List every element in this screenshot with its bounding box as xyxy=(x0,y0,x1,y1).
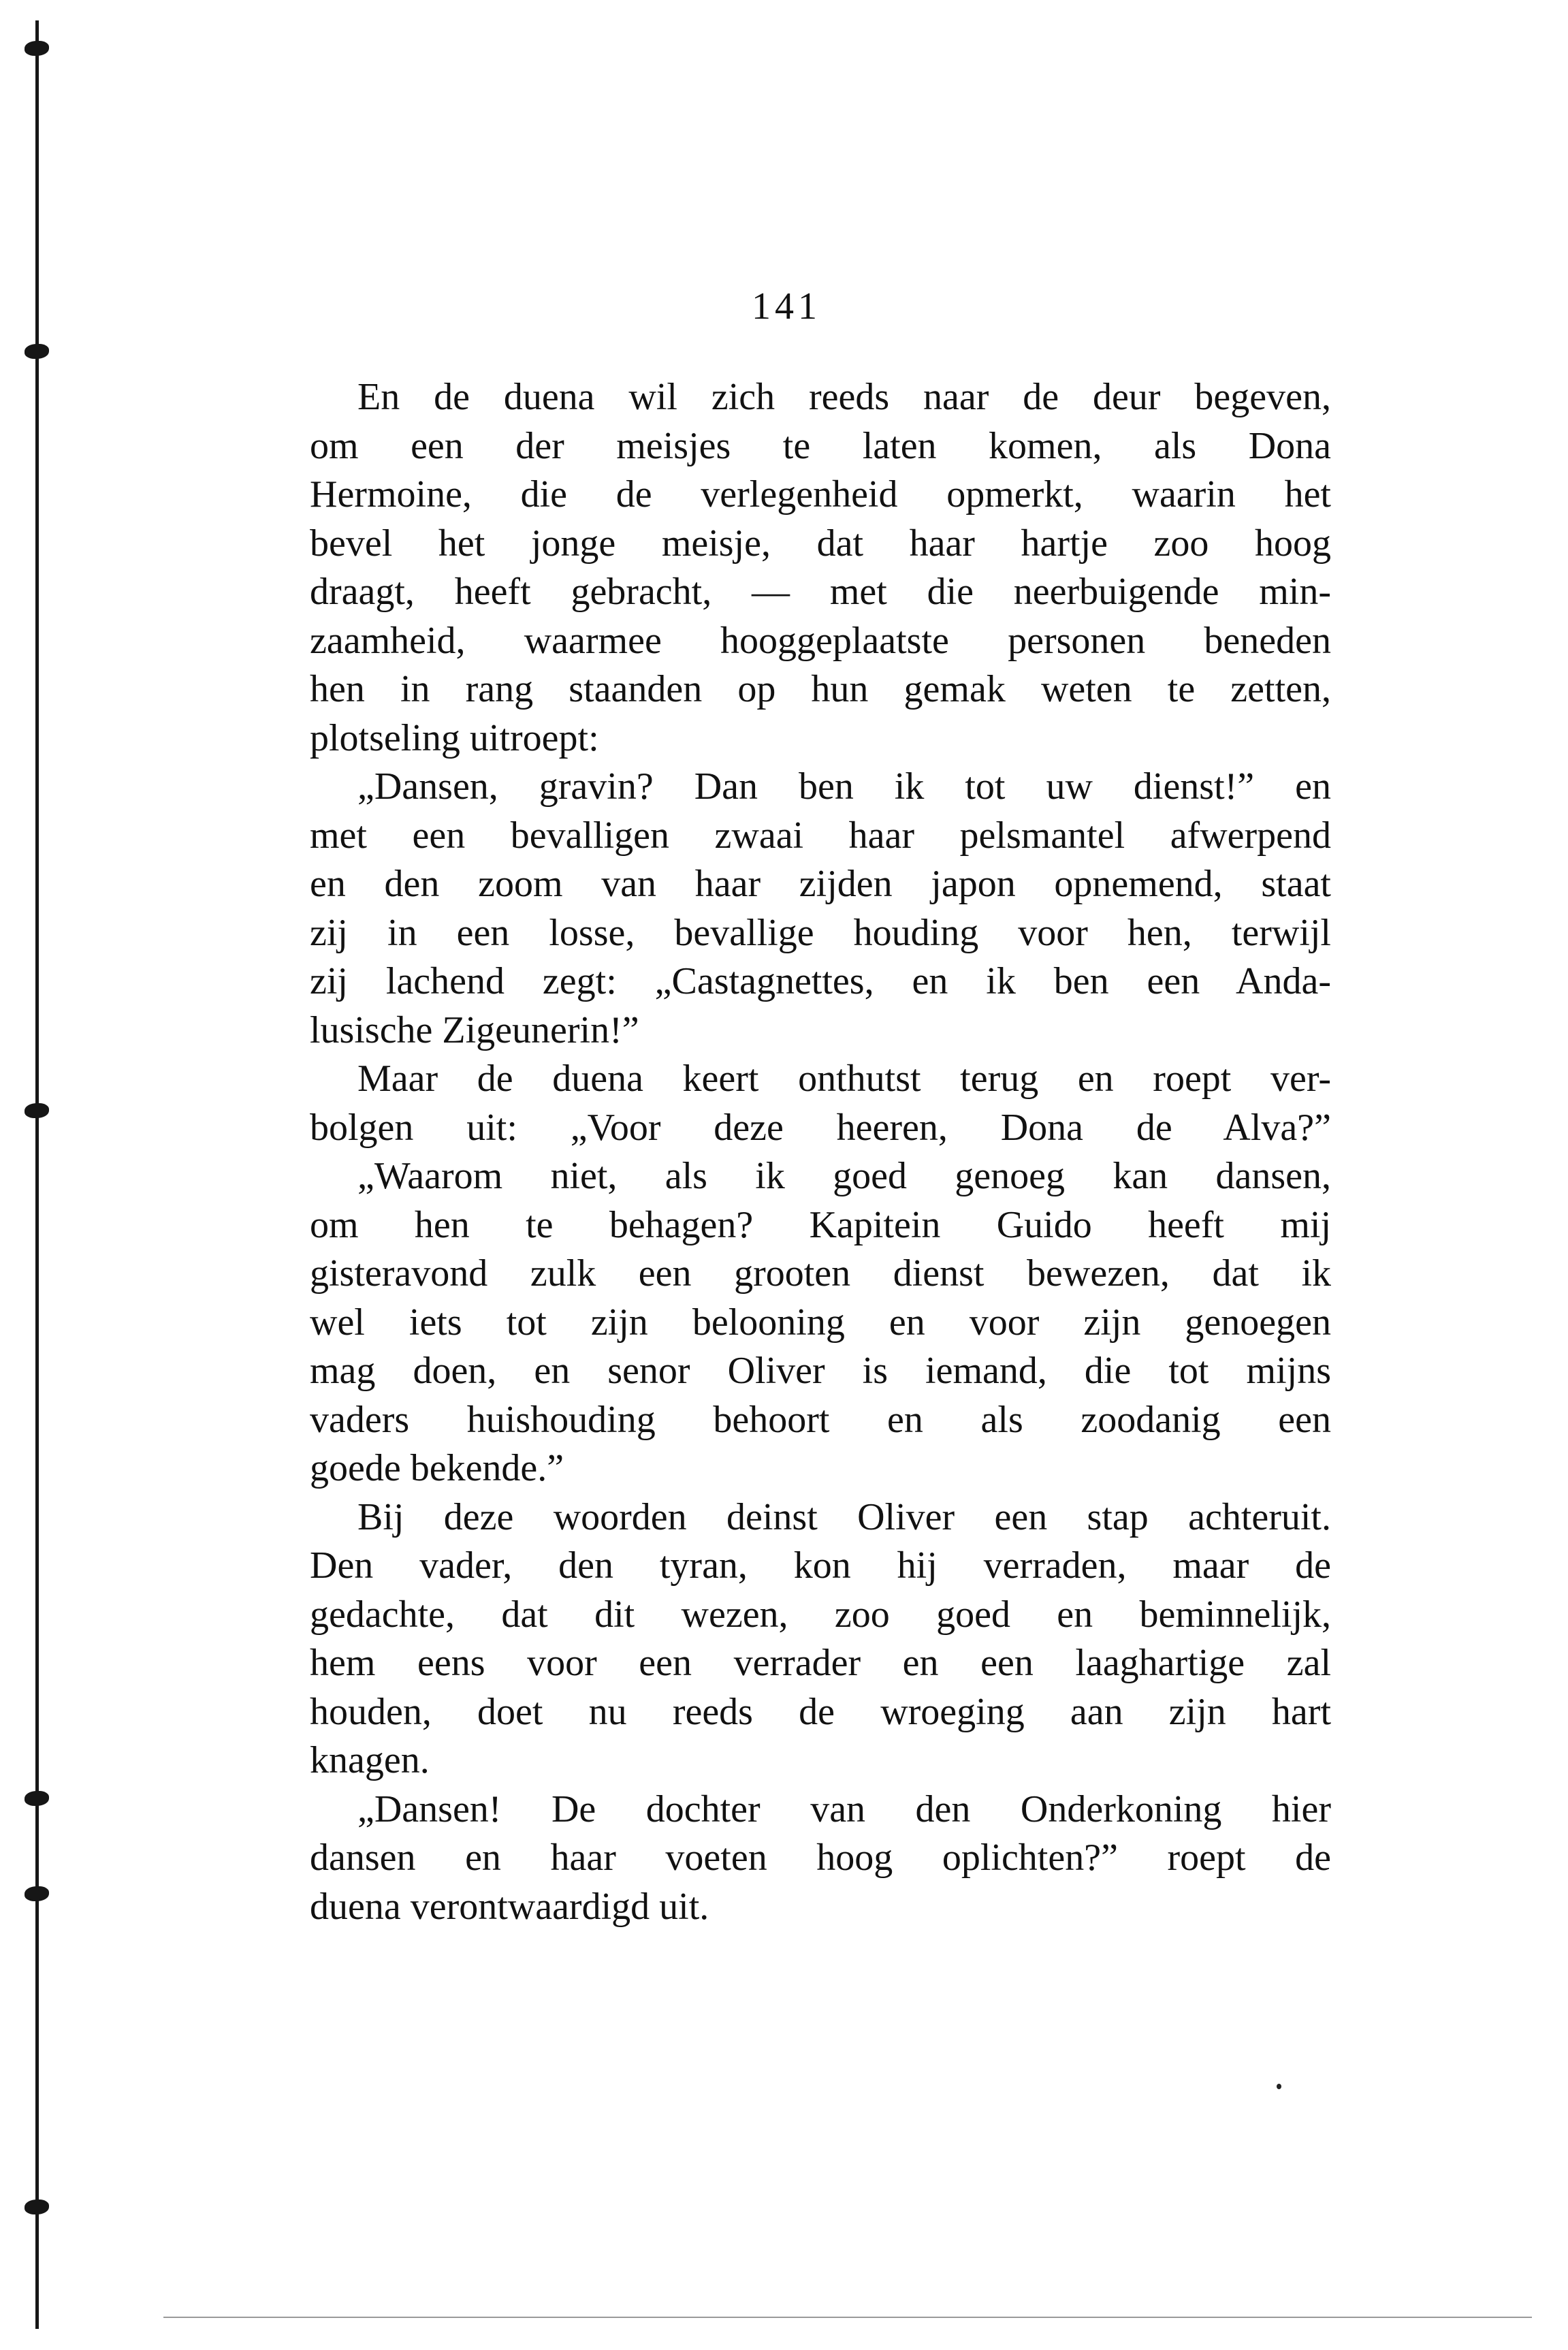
ink-speck xyxy=(1277,2084,1281,2089)
text-line: „Waarom niet, als ik goed genoeg kan dansen, xyxy=(357,1155,1331,1197)
text-line: dansen en haar voeten hoog oplichten?” roept de xyxy=(310,1837,1331,1879)
text-line: goede bekende.” xyxy=(310,1447,564,1489)
page-number: 141 xyxy=(752,285,821,328)
binding-notch xyxy=(25,1791,49,1806)
text-line: Hermoine, die de verlegenheid opmerkt, waarin het xyxy=(310,473,1331,515)
text-line: hem eens voor een verrader en een laaghartige zal xyxy=(310,1642,1331,1684)
text-line: gisteravond zulk een grooten dienst bewezen, dat ik xyxy=(310,1252,1331,1295)
text-line: zaamheid, waarmee hooggeplaatste personen beneden xyxy=(310,619,1331,662)
binding-notch xyxy=(25,344,49,359)
text-line: lusische Zigeunerin!” xyxy=(310,1009,639,1051)
text-line: hen in rang staanden op hun gemak weten te zetten, xyxy=(310,668,1331,710)
page-bottom-edge xyxy=(163,2317,1532,2318)
text-line: houden, doet nu reeds de wroeging aan zijn hart xyxy=(310,1690,1331,1733)
text-line: bevel het jonge meisje, dat haar hartje zoo hoog xyxy=(310,522,1331,565)
text-line: bolgen uit: „Voor deze heeren, Dona de Alva?” xyxy=(310,1106,1331,1149)
text-line: en den zoom van haar zijden japon opnemend, staat xyxy=(310,863,1331,905)
book-binding-edge xyxy=(35,20,39,2329)
text-line: „Dansen! De dochter van den Onderkoning hier xyxy=(357,1788,1331,1830)
text-line: plotseling uitroept: xyxy=(310,716,599,759)
binding-notch xyxy=(25,1886,49,1901)
text-line: zij lachend zegt: „Castagnettes, en ik ben een Anda- xyxy=(310,960,1331,1002)
binding-notch xyxy=(25,41,49,56)
body-text xyxy=(310,373,1331,1931)
binding-notch xyxy=(25,1103,49,1118)
text-line: om hen te behagen? Kapitein Guido heeft mij xyxy=(310,1203,1331,1246)
text-line: om een der meisjes te laten komen, als Dona xyxy=(310,424,1331,467)
text-line: Bij deze woorden deinst Oliver een stap achteruit. xyxy=(357,1495,1331,1538)
text-line: met een bevalligen zwaai haar pelsmantel afwerpend xyxy=(310,814,1331,857)
text-line: knagen. xyxy=(310,1739,430,1781)
text-line: duena verontwaardigd uit. xyxy=(310,1885,709,1928)
text-line: mag doen, en senor Oliver is iemand, die tot mijns xyxy=(310,1350,1331,1392)
text-line: gedachte, dat dit wezen, zoo goed en beminnelijk, xyxy=(310,1593,1331,1636)
text-line: „Dansen, gravin? Dan ben ik tot uw dienst!” en xyxy=(357,765,1331,808)
text-line: draagt, heeft gebracht, — met die neerbuigende min- xyxy=(310,571,1331,613)
text-line: Maar de duena keert onthutst terug en roept ver- xyxy=(357,1058,1331,1100)
text-line: zij in een losse, bevallige houding voor hen, terwijl xyxy=(310,911,1331,954)
text-line: vaders huishouding behoort en als zoodanig een xyxy=(310,1398,1331,1441)
text-line: Den vader, den tyran, kon hij verraden, maar de xyxy=(310,1544,1331,1587)
text-line: wel iets tot zijn belooning en voor zijn genoegen xyxy=(310,1301,1331,1344)
binding-notch xyxy=(25,2200,49,2214)
text-line: En de duena wil zich reeds naar de deur begeven, xyxy=(357,376,1331,418)
